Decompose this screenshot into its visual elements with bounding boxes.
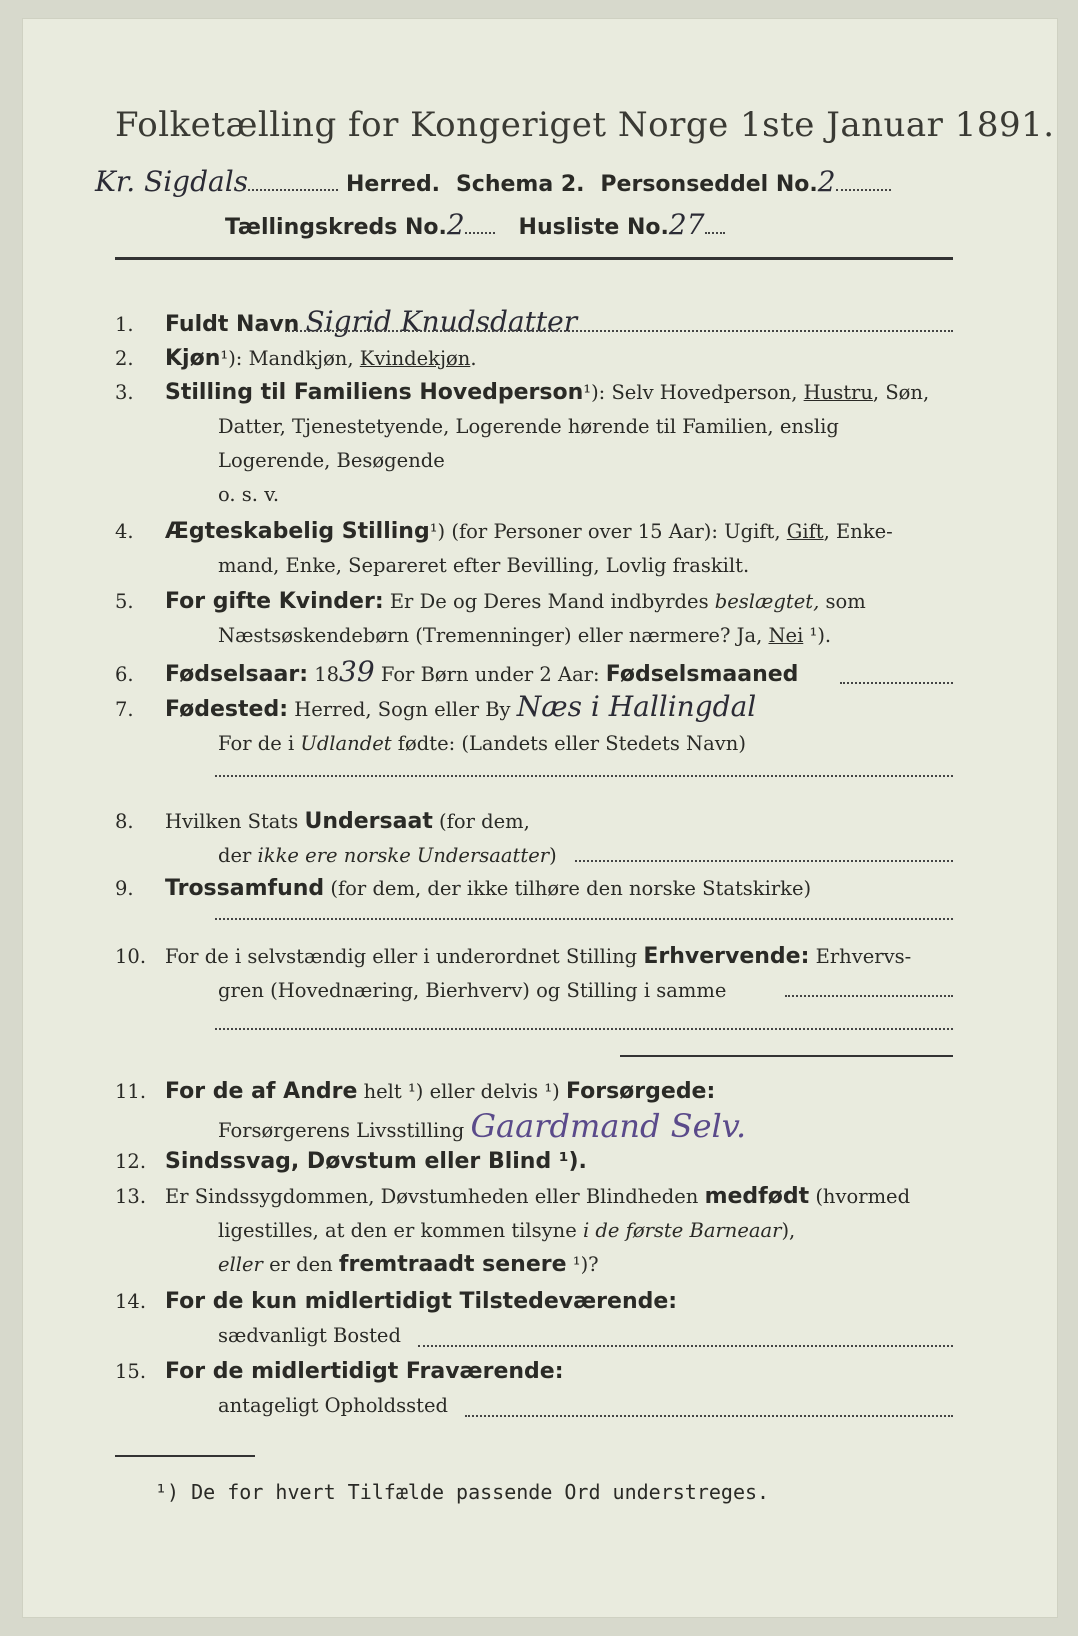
field-8-undersaat: 8. Hvilken Stats Undersaat (for dem, der ikke ere norske Undersaatter) [115,809,557,867]
dotted-line [785,995,953,997]
field-4-aegteskabelig: 4. Ægteskabelig Stilling¹) (for Personer over 15 Aar): Ugift, Gift, Enke- mand, Enke, Separeret efter Bevilling, Lovlig fraskilt. [115,519,893,577]
section-rule [620,1055,953,1057]
dotted-line [840,682,953,684]
header-row-herred [95,165,891,198]
birth-year-handwritten: 39 [339,655,375,688]
footnote-rule [115,1455,255,1457]
taellingskreds-number: 2 [446,208,465,241]
field-14-tilstedevaerende: 14. For de kun midlertidigt Tilstedeværende: sædvanligt Bosted [115,1289,678,1347]
herred-handwritten: Kr. Sigdals [95,165,249,198]
field-6-fodselsaar: 6. Fødselsaar: 1839 For Børn under 2 Aar: Fødselsmaaned [115,655,799,688]
personseddel-number: 2 [817,165,836,198]
field-1-fuldt-navn: 1. Fuldt Navn Sigrid Knudsdatter [115,305,578,338]
footnote: ¹) De for hvert Tilfælde passende Ord understreges. [155,1480,770,1504]
dotted-line [215,1028,953,1030]
field-3-stilling: 3. Stilling til Familiens Hovedperson¹): Selv Hovedperson, Hustru, Søn, Datter, Tjenestetyende, Logerende hørende til Familien, enslig Logerende, Besøgende o. s. v. [115,380,930,506]
schema-label: Schema 2. [455,172,585,197]
husliste-number: 27 [668,208,705,241]
personseddel-label: Personseddel No. [600,172,818,197]
taellingskreds-label: Tællingskreds No. [225,215,447,240]
form-title: Folketælling for Kongeriget Norge 1ste Januar 1891. [115,105,1055,145]
field-12-sindssvag: 12. Sindssvag, Døvstum eller Blind ¹). [115,1149,587,1174]
field-2-kjon: 2. Kjøn¹): Mandkjøn, Kvindekjøn. [115,346,477,371]
name-handwritten: Sigrid Knudsdatter [305,305,578,338]
dotted-line [575,860,953,862]
header-row-kreds [225,208,725,241]
husliste-label: Husliste No. [518,215,669,240]
dotted-line [215,775,953,777]
herred-label: Herred. [345,172,441,197]
header-divider [115,257,953,260]
birthplace-handwritten: Næs i Hallingdal [516,690,757,723]
dotted-line [418,1345,953,1347]
field-13-medfodt: 13. Er Sindssygdommen, Døvstumheden eller Blindheden medfødt (hvormed ligestilles, at den er kommen tilsyne i de første Barneaar), eller er den fremtraadt senere ¹)? [115,1184,911,1277]
field-9-trossamfund: 9. Trossamfund (for dem, der ikke tilhøre den norske Statskirke) [115,876,812,901]
dotted-line [285,330,953,332]
provider-occupation-handwritten: Gaardmand Selv. [470,1107,747,1145]
field-15-fravaerende: 15. For de midlertidigt Fraværende: antageligt Opholdssted [115,1359,564,1417]
dotted-line [465,1415,953,1417]
dotted-line [215,918,953,920]
field-7-fodested: 7. Fødested: Herred, Sogn eller By Næs i Hallingdal For de i Udlandet fødte: (Landets eller Stedets Navn) [115,690,757,755]
field-5-gifte-kvinder: 5. For gifte Kvinder: Er De og Deres Mand indbyrdes beslægtet, som Næstsøskendebørn (Tremenninger) eller nærmere? Ja, Nei ¹). [115,589,866,647]
field-11-forsorgede: 11. For de af Andre helt ¹) eller delvis ¹) Forsørgede: Forsørgerens Livsstilling Gaardmand Selv. [115,1079,747,1145]
field-10-erhvervende: 10. For de i selvstændig eller i underordnet Stilling Erhvervende: Erhvervs- gren (Hovednæring, Bierhverv) og Stilling i samme [115,944,912,1002]
